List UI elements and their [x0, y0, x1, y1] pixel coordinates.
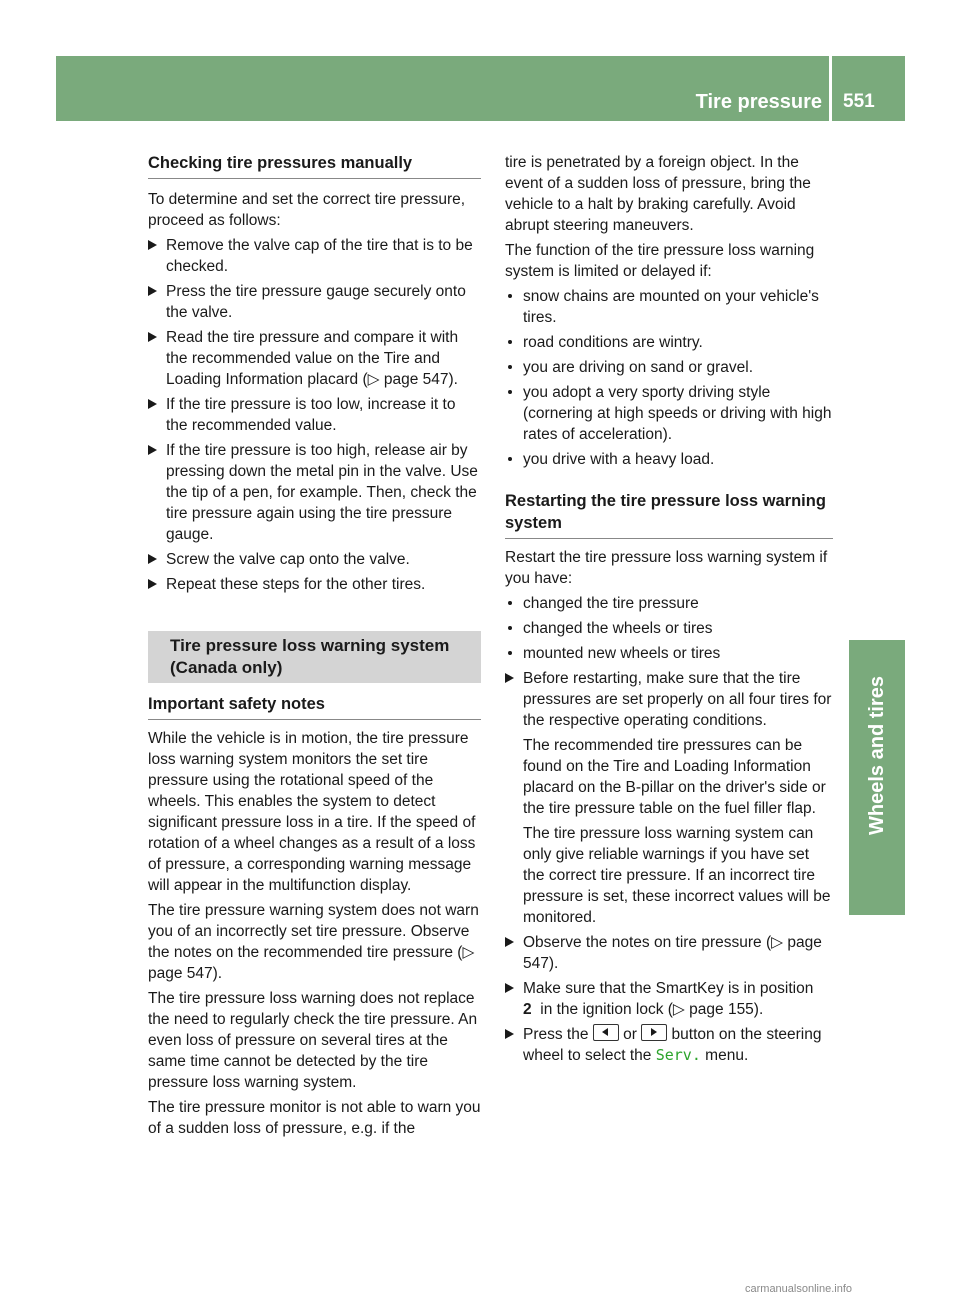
- limited-bullet: you adopt a very sporty driving style (cornering at high speeds or driving with high rates of acceleration).: [505, 382, 833, 445]
- step-text: menu.: [705, 1047, 749, 1064]
- restart-intro: Restart the tire pressure loss warning system if you have:: [505, 549, 828, 587]
- manual-check-heading: Checking tire pressures manually: [148, 152, 481, 179]
- manual-step: Screw the valve cap onto the valve.: [148, 549, 481, 570]
- restart-bullet: changed the tire pressure: [505, 593, 833, 614]
- manual-step: Press the tire pressure gauge securely onto the valve.: [148, 281, 481, 323]
- limited-bullet: road conditions are wintry.: [505, 332, 833, 353]
- manual-step: If the tire pressure is too high, release air by pressing down the metal pin in the valve. Use the tip of a pen, for example. Then, check the tire pressure again using the tire pressure gauge.: [148, 440, 481, 545]
- serv-menu-label: Serv.: [655, 1046, 701, 1064]
- safety-notes-heading: Important safety notes: [148, 693, 481, 720]
- limited-bullet: you drive with a heavy load.: [505, 449, 833, 470]
- page-number: 551: [843, 91, 875, 112]
- manual-step: Read the tire pressure and compare it with the recommended value on the Tire and Loading Information placard (▷ page 547).: [148, 327, 481, 390]
- chapter-tab-block: [849, 870, 905, 915]
- step-text: in the ignition lock (▷ page 155).: [540, 1001, 764, 1018]
- restart-step-text: The recommended tire pressures can be found on the Tire and Loading Information placard on the B-pillar on the driver's side or the tire pressure table on the fuel filler flap.: [523, 737, 826, 817]
- right-arrow-button-icon: [641, 1024, 667, 1041]
- restart-step-text: Before restarting, make sure that the tire pressures are set properly on all four tires for the respective operating conditions.: [523, 670, 832, 729]
- section-title: Tire pressure: [695, 91, 822, 113]
- step-text: or: [623, 1026, 637, 1043]
- safety-paragraph: The tire pressure loss warning does not replace the need to regularly check the tire pressure. An even loss of pressure on several tires at the same time cannot be detected by the tire pressure loss warning system.: [148, 990, 478, 1091]
- restart-step: [505, 668, 833, 928]
- restart-step: [505, 1024, 833, 1066]
- step-text: Make sure that the SmartKey is in position: [523, 980, 814, 997]
- restart-bullet: changed the wheels or tires: [505, 618, 833, 639]
- step-text: Press the: [523, 1026, 589, 1043]
- step-text: button on the steering wheel to select the: [523, 1026, 822, 1064]
- restart-step: [505, 978, 833, 1020]
- limited-bullet: snow chains are mounted on your vehicle's tires.: [505, 286, 833, 328]
- restart-step-text: The tire pressure loss warning system can only give reliable warnings if you have set the correct tire pressure. If an incorrect tire pressure is set, these incorrect values will be monitored.: [523, 825, 831, 926]
- manual-check-intro: To determine and set the correct tire pressure, proceed as follows:: [148, 191, 466, 229]
- header-divider: [829, 56, 832, 121]
- safety-paragraph: The tire pressure warning system does not warn you of an incorrectly set tire pressure. Observe the notes on the recommended tire pressure (▷ page 547).: [148, 902, 479, 982]
- safety-paragraph: The tire pressure monitor is not able to warn you of a sudden loss of pressure, e.g. if the: [148, 1099, 481, 1137]
- left-arrow-button-icon: [593, 1024, 619, 1041]
- limited-intro: The function of the tire pressure loss warning system is limited or delayed if:: [505, 242, 815, 280]
- restart-heading: Restarting the tire pressure loss warning system: [505, 490, 833, 539]
- continued-paragraph: tire is penetrated by a foreign object. In the event of a sudden loss of pressure, bring the vehicle to a halt by braking carefully. Avoid abrupt steering maneuvers.: [505, 154, 811, 234]
- right-column: [505, 152, 833, 1070]
- section-heading: Tire pressure loss warning system (Canada only): [148, 631, 481, 683]
- restart-bullet: mounted new wheels or tires: [505, 643, 833, 664]
- safety-paragraph: While the vehicle is in motion, the tire pressure loss warning system monitors the set tire pressure using the rotational speed of the wheels. This enables the system to detect significant pressure loss in a tire. If the speed of rotation of a wheel changes as a result of a loss of pressure, a corresponding warning message will appear in the multifunction display.: [148, 730, 476, 894]
- manual-step: If the tire pressure is too low, increase it to the recommended value.: [148, 394, 481, 436]
- manual-step: Repeat these steps for the other tires.: [148, 574, 481, 595]
- chapter-tab-label: Wheels and tires: [865, 675, 888, 835]
- position-number: 2: [523, 1001, 532, 1018]
- restart-step: Observe the notes on tire pressure (▷ page 547).: [505, 932, 833, 974]
- limited-bullet: you are driving on sand or gravel.: [505, 357, 833, 378]
- chapter-tab-label-wrap: [849, 640, 905, 870]
- left-column: [148, 152, 481, 1143]
- manual-step: Remove the valve cap of the tire that is to be checked.: [148, 235, 481, 277]
- watermark: carmanualsonline.info: [745, 1283, 853, 1295]
